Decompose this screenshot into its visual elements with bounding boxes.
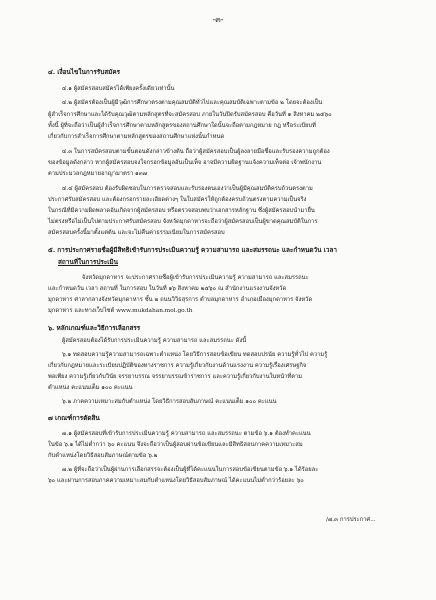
text-line: พอเพียง ความรู้เกี่ยวกับวินัย จรรยาบรรณ จรรยาบรรณข้าราชการ และความรู้เกี่ยวกับงานในหน้าที่ตาม <box>48 374 303 380</box>
page-number: -๓- <box>212 15 224 24</box>
text-line: ๔.๓ ในการสมัครสอบตามขั้นตอนดังกล่าวข้างต้น ถือว่าผู้สมัครสอบเป็นผู้ลงลายมือชื่อและรับรองความถูกต้อง <box>62 149 330 155</box>
text-line: เกี่ยวกับกฎหมายและระเบียบปฏิบัติของทางราชการ ความรู้เกี่ยวกับงานด้านแรงงาน ความรู้เรื่องเศรษฐกิจ <box>48 363 307 369</box>
text-line: เกี่ยวกับการสำเร็จการศึกษาตามหลักสูตรของสถานศึกษาแห่งนั้นกำหนด <box>48 134 225 140</box>
text-line: ตามประมวลกฎหมายอาญามาตรา ๑๓๗ <box>48 171 148 177</box>
text-line: ๗.๑ ผู้สมัครสอบที่เข้ารับการประเมินความรู้ ความสามารถ และสมรรถนะ ตามข้อ ๖.๑ ต้องทำคะแนน <box>62 431 311 437</box>
text-line: ๖.๒ ภาคความเหมาะสมกับตำแหน่ง โดยวิธีการสอบสัมภาษณ์ คะแนนเต็ม ๑๐๐ คะแนน <box>62 399 277 405</box>
text-line: ทั้งนี้ ผู้ที่จะถือว่าเป็นผู้สำเร็จการศึกษาตามหลักสูตรของสถานศึกษาใดนั้นจะถือตามกฎหมาย กฎ หรือระเบียบที่ <box>48 123 316 129</box>
text-line: ผู้สำเร็จการศึกษาและได้รับคุณวุฒิตามหลักสูตรที่จะสมัครสอบ ภายในวันปิดรับสมัครสอบ คือวันที่ ๑ สิงหาคม ๒๕๖๐ <box>48 112 332 118</box>
text-line: จังหวัดมุกดาหาร จะประกาศรายชื่อผู้เข้ารับการประเมินความรู้ ความสามารถ และสมรรถนะ <box>82 275 309 281</box>
section-heading: ๖. หลักเกณฑ์และวิธีการเลือกสรร <box>48 324 141 332</box>
text-line: กับตำแหน่งโดยวิธีสอบสัมภาษณ์ตามข้อ ๖.๒ <box>48 453 158 459</box>
text-line: ประกาศรับสมัครสอบ และต้องกรอกรายละเอียดต่างๆ ในใบสมัครให้ถูกต้องครบถ้วนตรงตามความเป็นจริง <box>48 197 307 203</box>
section-heading: ๔. เงื่อนไขในการรับสมัคร <box>48 68 121 76</box>
text-line: มุกดาหาร ศาลากลางจังหวัดมุกดาหาร ชั้น ๒ ถนนวิวิธสุรการ ตำบลมุกดาหาร อำเภอเมืองมุกดาหาร จังหวัด <box>48 297 313 303</box>
text-line: ของข้อมูลดังกล่าว หากผู้สมัครสอบจงใจกรอกข้อมูลอันเป็นเท็จ อาจมีความผิดฐานแจ้งความเท็จต่อ เจ้าพนักงาน <box>48 160 322 166</box>
text-line: ๖.๑ ทดสอบความรู้ความสามารถเฉพาะตำแหน่ง โดยวิธีการสอบข้อเขียน ทดสอบปรนัย ความรู้ทั่วไป ความรู้ <box>62 352 328 358</box>
text-line: ๗.๒ ผู้ที่จะถือว่าเป็นผู้ผ่านการเลือกสรรจะต้องเป็นผู้ที่ได้คะแนนในการสอบข้อเขียนตามข้อ ๖.๑ ได้ร้อยละ <box>62 467 319 473</box>
text-line: ในข้อ ๖.๑ ได้ไม่ต่ำกว่า ๖๐ คะแนน จึงจะถือว่าเป็นผู้สอบผ่านข้อเขียนและมีสิทธิสอบภาคความเหมาะสม <box>48 442 303 448</box>
section-heading: สถานที่ในการประเมิน <box>58 258 119 266</box>
section-heading: ๗ เกณฑ์การตัดสิน <box>48 414 100 422</box>
text-line: ๔.๔ ผู้สมัครสอบ ต้องรับผิดชอบในการตรวจสอบและรับรองตนเองว่าเป็นผู้มีคุณสมบัติครบถ้วนตรงตาม <box>62 186 313 192</box>
text-line: ๔.๒ ผู้สมัครต้องเป็นผู้มีวุฒิการศึกษาตรงตามคุณสมบัติทั่วไปและคุณสมบัติเฉพาะตามข้อ ๒ โดยจะต้องเป็น <box>62 100 323 106</box>
text-line: /๗.๓ การประกาศ... <box>326 517 376 523</box>
text-line: ไม่ตรงหรือไม่เป็นไปตามประกาศรับสมัครสอบ จังหวัดมุกดาหารจะถือว่าผู้สมัครสอบเป็นผู้ขาดคุณสมบัติในการ <box>48 219 318 225</box>
text-line: ในกรณีที่มีความผิดพลาดอันเกิดจากผู้สมัครสอบ หรือตรวจสอบพบว่าเอกสารหลักฐาน ซึ่งผู้สมัครสอบนำมายื่น <box>48 208 315 214</box>
text-line: ๖๐ และผ่านการสอบภาคความเหมาะสมกับตำแหน่งโดยวิธีสอบสัมภาษณ์ ได้คะแนนไม่ต่ำกว่าร้อยละ ๖๐ <box>48 478 304 484</box>
section-heading: ๕. การประกาศรายชื่อผู้มีสิทธิเข้ารับการประเมินความรู้ ความสามารถ และสมรรถนะ และกำหนดวัน เวลา <box>48 246 337 254</box>
text-line: ผู้สมัครสอบต้องได้รับการประเมินความรู้ ความสามารถ และสมรรถนะ ดังนี้ <box>62 338 247 344</box>
text-line: ตำแหน่ง คะแนนเต็ม ๑๐๐ คะแนน <box>48 385 133 391</box>
text-line: มุกดาหาร และทางเว็บไซต์ www.mukdahan.mol.go.th <box>48 308 193 314</box>
text-line: สมัครสอบครั้งนี้มาตั้งแต่ต้น และจะไม่คืนค่าธรรมเนียมในการสมัครสอบ <box>48 230 225 236</box>
text-line: ๔.๑ ผู้สมัครสอบสมัครได้เพียงครั้งเดียวเท่านั้น <box>62 86 175 92</box>
text-line: และกำหนดวัน เวลา สถานที่ ในการสอบ ในวันที่ ๑๖ สิงหาคม ๒๕๖๐ ณ สำนักงานแรงงานจังหวัด <box>48 286 287 292</box>
